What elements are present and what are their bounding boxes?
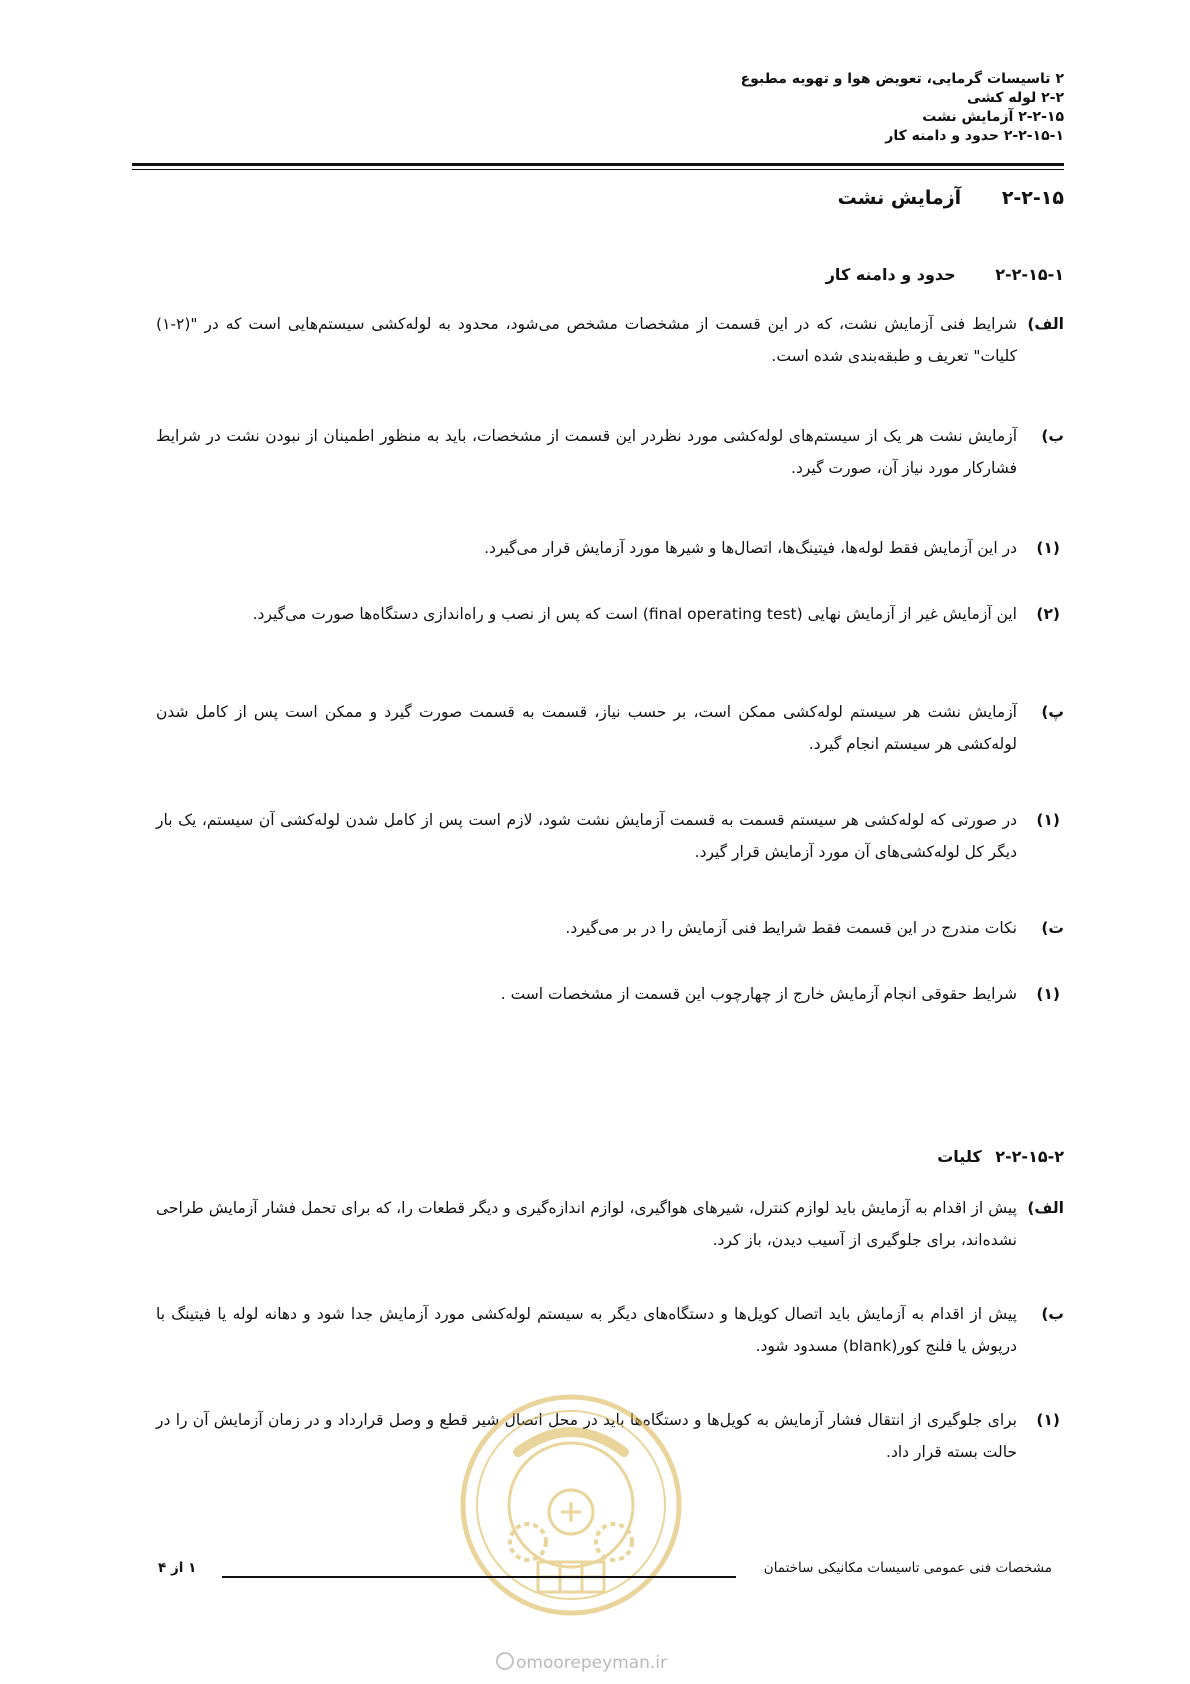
at-icon bbox=[496, 1652, 514, 1670]
clause-text: در صورتی که لوله‌کشی هر سیستم قسمت به قسمت آزمایش نشت شود، لازم است پس از کامل شدن لوله‌کشی آن سیستم، یک بار دیگر کل لوله‌کشی‌های آن مورد آزمایش قرار گیرد. bbox=[156, 811, 1017, 861]
clause-text: شرایط فنی آزمایش نشت، که در این قسمت از مشخصات مشخص می‌شود، محدود به لوله‌کشی سیستم‌هایی است که در "(۲-۱) کلیات" تعریف و طبقه‌بندی شده است. bbox=[156, 315, 1017, 365]
clause-be-2 bbox=[156, 598, 1064, 630]
header-rule-thin bbox=[132, 169, 1064, 170]
clause-marker: الف) bbox=[1027, 1199, 1064, 1217]
clause-marker: (۱) bbox=[1036, 539, 1060, 557]
header-line-3: ۲-۲-۱۵ آزمایش نشت bbox=[922, 109, 1064, 125]
clause-text: آزمایش نشت هر یک از سیستم‌های لوله‌کشی مورد نظردر این قسمت از مشخصات، باید به منظور اطمینان از نبودن نشت در شرایط فشارکار مورد نیاز آن، صورت گیرد. bbox=[156, 427, 1017, 477]
watermark-site-text: omoorepeyman.ir bbox=[516, 1653, 668, 1673]
clause-pe-1 bbox=[156, 804, 1064, 868]
header-line-1: ۲ تاسیسات گرمایی، تعویض هوا و تهویه مطبوع bbox=[740, 71, 1064, 87]
clause-text: نکات مندرج در این قسمت فقط شرایط فنی آزمایش را در بر می‌گیرد. bbox=[565, 919, 1017, 937]
subsection-1-number: ۲-۲-۱۵-۱ bbox=[995, 265, 1064, 284]
header-line-2: ۲-۲ لوله کشی bbox=[967, 90, 1064, 106]
clause-be-1 bbox=[156, 532, 1064, 564]
general-clause-alef bbox=[156, 1192, 1064, 1256]
general-clause-be bbox=[156, 1298, 1064, 1362]
clause-marker: پ) bbox=[1041, 703, 1064, 721]
clause-text: پیش از اقدام به آزمایش باید لوازم کنترل، شیرهای هواگیری، لوازم اندازه‌گیری و دیگر قطعات را، که برای تحمل فشار آزمایش طراحی نشده‌اند، برای جلوگیری از آسیب دیدن، باز کرد. bbox=[156, 1199, 1017, 1249]
footer-title: مشخصات فنی عمومی تاسیسات مکانیکی ساختمان bbox=[763, 1560, 1052, 1576]
clause-te bbox=[156, 912, 1064, 944]
clause-text: در این آزمایش فقط لوله‌ها، فیتینگ‌ها، اتصال‌ها و شیرها مورد آزمایش قرار می‌گیرد. bbox=[484, 539, 1017, 557]
subsection-2-number: ۲-۲-۱۵-۲ bbox=[995, 1147, 1064, 1166]
clause-marker: (۱) bbox=[1036, 985, 1060, 1003]
section-number: ۲-۲-۱۵ bbox=[1001, 187, 1064, 209]
footer-rule bbox=[222, 1576, 736, 1578]
clause-text: آزمایش نشت هر سیستم لوله‌کشی ممکن است، بر حسب نیاز، قسمت به قسمت صورت گیرد و ممکن است پس از کامل شدن لوله‌کشی هر سیستم انجام گیرد. bbox=[156, 703, 1017, 753]
clause-be bbox=[156, 420, 1064, 484]
subsection-1-title: حدود و دامنه کار bbox=[825, 265, 956, 284]
clause-marker: (۱) bbox=[1036, 1411, 1060, 1429]
clause-marker: (۱) bbox=[1036, 811, 1060, 829]
subsection-2-title: کلیات bbox=[937, 1147, 982, 1166]
watermark-site bbox=[496, 1652, 667, 1673]
watermark-seal-logo bbox=[458, 1392, 684, 1618]
clause-text: برای جلوگیری از انتقال فشار آزمایش به کویل‌ها و دستگاه‌ها باید در محل اتصال شیر قطع و وصل قرارداد و در زمان آزمایش آن را در حالت بسته قرار داد. bbox=[156, 1411, 1017, 1461]
section-title: آزمایش نشت bbox=[837, 187, 962, 209]
header-line-4: ۲-۲-۱۵-۱ حدود و دامنه کار bbox=[885, 128, 1064, 144]
subsection-1-heading bbox=[826, 265, 1064, 284]
running-header bbox=[124, 70, 1064, 146]
subsection-2-heading bbox=[937, 1147, 1064, 1166]
clause-te-1 bbox=[156, 978, 1064, 1010]
clause-marker: الف) bbox=[1027, 315, 1064, 333]
clause-marker: ت) bbox=[1041, 919, 1064, 937]
clause-text: این آزمایش غیر از آزمایش نهایی (final operating test) است که پس از نصب و راه‌اندازی دستگاه‌ها صورت می‌گیرد. bbox=[252, 605, 1017, 623]
clause-marker: (۲) bbox=[1036, 605, 1060, 623]
clause-text: شرایط حقوقی انجام آزمایش خارج از چهارچوب این قسمت از مشخصات است . bbox=[500, 985, 1017, 1003]
header-rule-thick bbox=[132, 163, 1064, 166]
section-heading bbox=[838, 187, 1064, 209]
clause-marker: ب) bbox=[1041, 427, 1064, 445]
clause-alef bbox=[156, 308, 1064, 372]
clause-marker: ب) bbox=[1041, 1305, 1064, 1323]
page-number: ۱ از ۴ bbox=[158, 1560, 197, 1576]
clause-pe bbox=[156, 696, 1064, 760]
clause-text: پیش از اقدام به آزمایش باید اتصال کویل‌ها و دستگاه‌های دیگر به سیستم لوله‌کشی مورد آزمایش جدا شود و دهانه لوله یا فیتینگ با درپوش یا فلنج کور(blank) مسدود شود. bbox=[156, 1305, 1017, 1355]
